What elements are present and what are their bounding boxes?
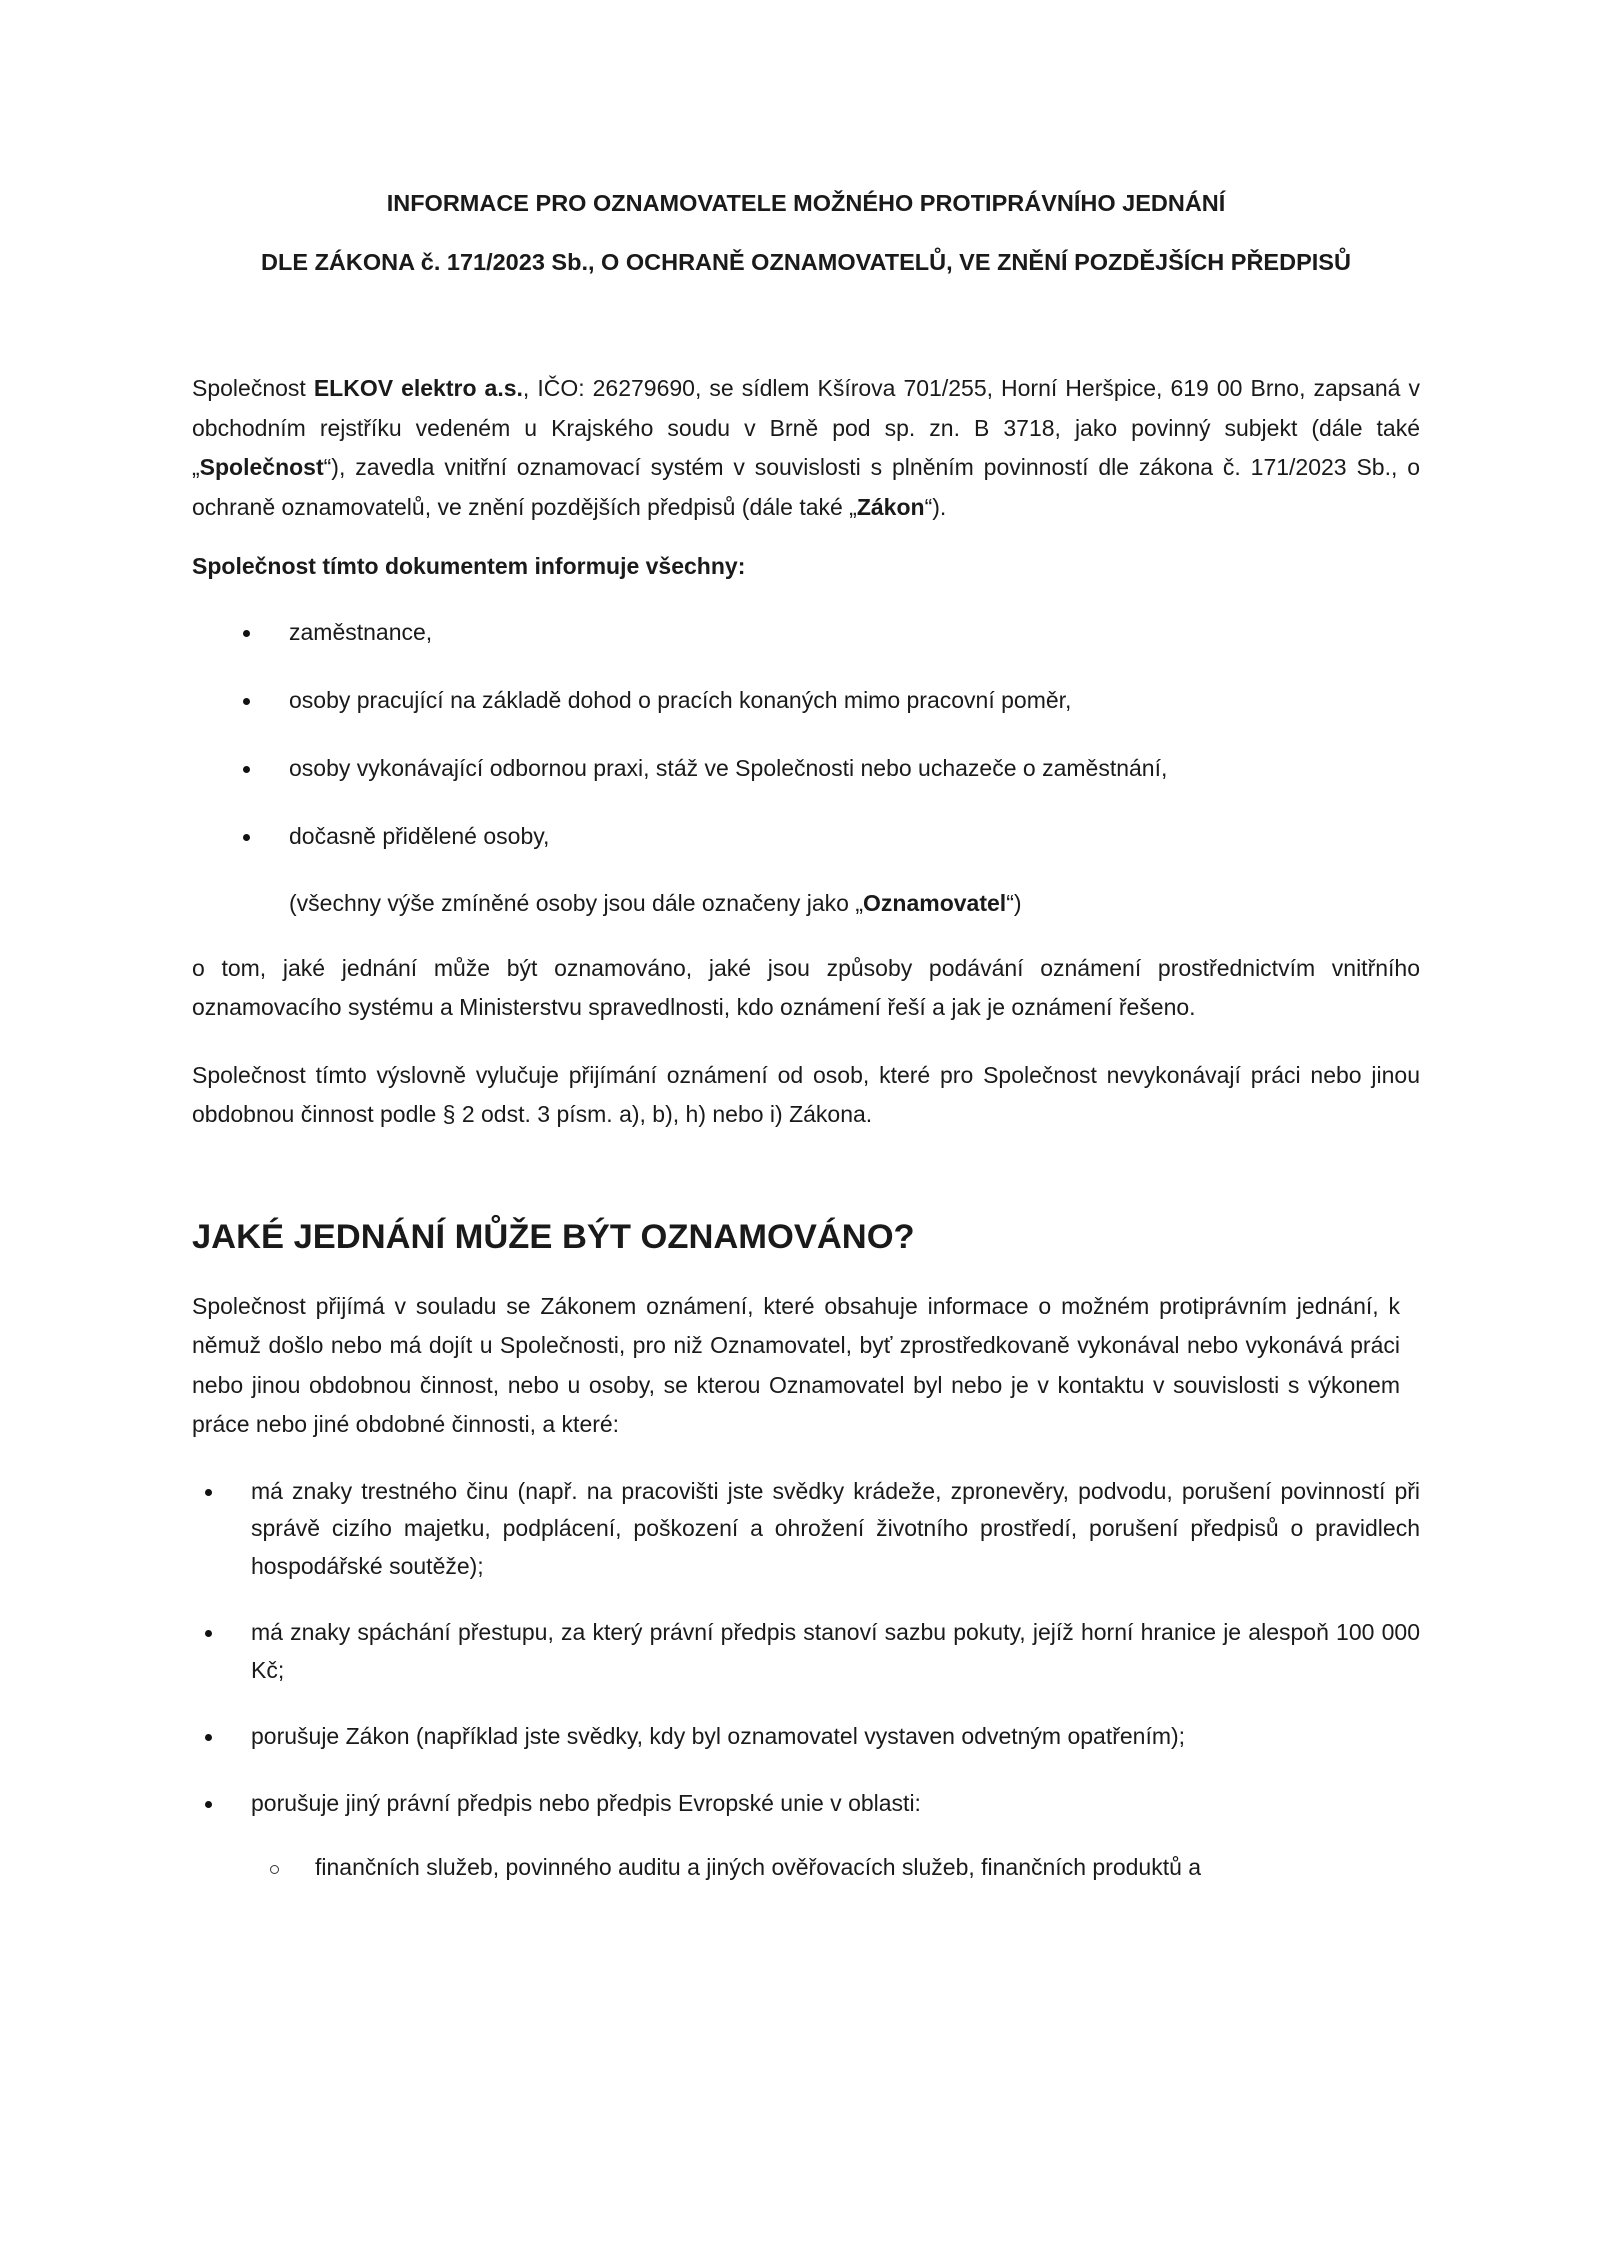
term-law: Zákon [856, 493, 925, 520]
sub-list-item-text: finančních služeb, povinného auditu a jiných ověřovacích služeb, finančních produktů a [315, 1854, 1202, 1880]
intro-text-3: “), zavedla vnitřní oznamovací systém v souvislosti s plněním povinností dle zákona č. 171/2023 Sb., o ochraně oznamovatelů, ve znění pozdějších předpisů (dále také „ [192, 454, 1420, 520]
document-title-line1: INFORMACE PRO OZNAMOVATELE MOŽNÉHO PROTIPRÁVNÍHO JEDNÁNÍ [386, 190, 1226, 216]
inform-lead: Společnost tímto dokumentem informuje všechny: [192, 553, 746, 579]
term-company: Společnost [199, 454, 324, 480]
list-item: má znaky spáchání přestupu, za který právní předpis stanoví sazbu pokuty, jejíž horní hranice je alespoň 100 000 Kč; [192, 1614, 1420, 1689]
list-item: zaměstnance, [192, 613, 1420, 652]
intro-text-1: Společnost [192, 375, 314, 401]
list-item: osoby vykonávající odbornou praxi, stáž ve Společnosti nebo uchazeče o zaměstnání, [192, 749, 1420, 788]
recipient-list [192, 613, 1420, 856]
list-item: má znaky trestného činu (např. na pracovišti jste svědky krádeže, zpronevěry, podvodu, porušení povinností při správě cizího majetku, podplácení, poškození a ohrožení životního prostředí, porušení předpisů o pravidlech hospodářské soutěže); [192, 1473, 1420, 1586]
section-heading: JAKÉ JEDNÁNÍ MŮŽE BÝT OZNAMOVÁNO? [192, 1217, 915, 1256]
exclusion-paragraph: Společnost tímto výslovně vylučuje přijímání oznámení od osob, které pro Společnost nevykonávají práci nebo jinou obdobnou činnost podle § 2 odst. 3 písm. a), b), h) nebo i) Zákona. [192, 1061, 1420, 1127]
conduct-list [192, 1473, 1420, 1823]
note-text-1: (všechny výše zmíněné osoby jsou dále označeny jako „ [289, 889, 864, 916]
intro-text-2: , IČO: 26279690, se sídlem Kšírova 701/255, Horní Heršpice, 619 00 Brno, zapsaná v obchodním rejstříku vedeném u Krajského soudu v Brně pod sp. zn. B 3718, jako povinný subjekt (dále také „ [192, 375, 1420, 480]
intro-text-4: “). [924, 493, 947, 520]
list-item: dočasně přidělené osoby, [192, 817, 1420, 856]
list-item: porušuje Zákon (například jste svědky, kdy byl oznamovatel vystaven odvetným opatřením); [192, 1718, 1420, 1756]
sub-list-item [192, 1849, 1420, 1887]
about-paragraph: o tom, jaké jednání může být oznamováno, jaké jsou způsoby podávání oznámení prostřednictvím vnitřního oznamovacího systému a Ministerstvu spravedlnosti, kdo oznámení řeší a jak je oznámení řešeno. [192, 954, 1420, 1020]
reporter-definition-note [192, 884, 1420, 923]
list-item: osoby pracující na základě dohod o pracích konaných mimo pracovní poměr, [192, 681, 1420, 720]
hollow-bullet-icon [270, 1865, 279, 1874]
section-paragraph: Společnost přijímá v souladu se Zákonem oznámení, které obsahuje informace o možném protiprávním jednání, k němuž došlo nebo má dojít u Společnosti, pro niž Oznamovatel, byť zprostředkovaně vykonával nebo vykonává práci nebo jinou obdobnou činnost, nebo u osoby, se kterou Oznamovatel byl nebo je v kontaktu v souvislosti s výkonem práce nebo jiné obdobné činnosti, a které: [192, 1292, 1400, 1437]
note-text-2: “) [1006, 889, 1022, 916]
document-title-line2: DLE ZÁKONA č. 171/2023 Sb., O OCHRANĚ OZNAMOVATELŮ, VE ZNĚNÍ POZDĚJŠÍCH PŘEDPISŮ [261, 249, 1351, 275]
list-item: porušuje jiný právní předpis nebo předpis Evropské unie v oblasti: [192, 1785, 1420, 1823]
document-body [192, 185, 1420, 1887]
term-reporter: Oznamovatel [863, 889, 1007, 916]
intro-paragraph [192, 369, 1420, 527]
company-name: ELKOV elektro a.s. [313, 375, 523, 401]
